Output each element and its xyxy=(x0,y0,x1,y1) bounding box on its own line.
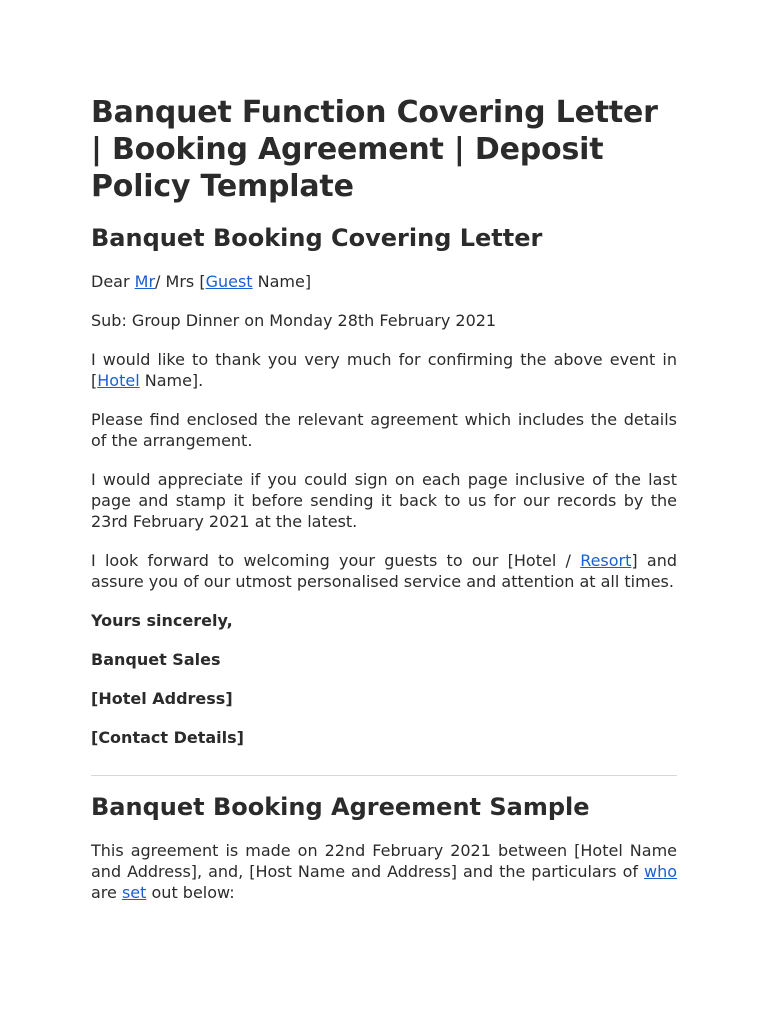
forward-suffix: ] and assure you of our utmost personalised service and attention at all times. xyxy=(91,551,678,591)
salutation-mid: / Mrs [ xyxy=(155,272,206,291)
section-heading-covering-letter: Banquet Booking Covering Letter xyxy=(91,224,543,252)
subject-line: Sub: Group Dinner on Monday 28th February 2021 xyxy=(91,311,497,330)
link-set[interactable]: set xyxy=(121,883,147,902)
link-mr[interactable]: Mr xyxy=(134,272,156,291)
link-hotel[interactable]: Hotel xyxy=(97,371,140,390)
salutation-paragraph xyxy=(91,271,677,292)
forward-text: I look forward to welcoming your guests to our [Hotel / xyxy=(91,551,581,570)
closing-line: Yours sincerely, xyxy=(91,611,233,630)
link-resort[interactable]: Resort xyxy=(580,551,632,570)
appreciate-paragraph: I would appreciate if you could sign on each page inclusive of the last page and stamp it before sending it back to us for our records by the 23rd February 2021 at the latest. xyxy=(91,470,677,531)
section-divider xyxy=(91,775,677,776)
agreement-intro-paragraph xyxy=(91,840,677,903)
salutation-suffix: Name] xyxy=(252,272,312,291)
agreement-intro-text: This agreement is made on 22nd February 2021 between [Hotel Name and Address], and, [Host Name and Address] and the particulars of xyxy=(91,841,677,881)
document-title: Banquet Function Covering Letter | Booking Agreement | Deposit Policy Template xyxy=(91,95,658,204)
enclosed-paragraph: Please find enclosed the relevant agreement which includes the details of the arrangement. xyxy=(91,410,677,450)
thanks-paragraph xyxy=(91,349,677,391)
thanks-suffix: Name]. xyxy=(139,371,204,390)
forward-paragraph xyxy=(91,550,677,592)
address-line: [Hotel Address] xyxy=(91,689,233,708)
contact-line: [Contact Details] xyxy=(91,728,244,747)
thanks-text: I would like to thank you very much for confirming the above event in [ xyxy=(91,350,677,390)
document-page xyxy=(91,94,677,903)
agreement-intro-mid: are xyxy=(91,883,122,902)
salutation-prefix: Dear xyxy=(91,272,135,291)
sender-line: Banquet Sales xyxy=(91,650,221,669)
link-who[interactable]: who xyxy=(643,862,677,881)
agreement-intro-suffix: out below: xyxy=(146,883,235,902)
link-guest[interactable]: Guest xyxy=(205,272,253,291)
section-heading-agreement: Banquet Booking Agreement Sample xyxy=(91,793,590,821)
